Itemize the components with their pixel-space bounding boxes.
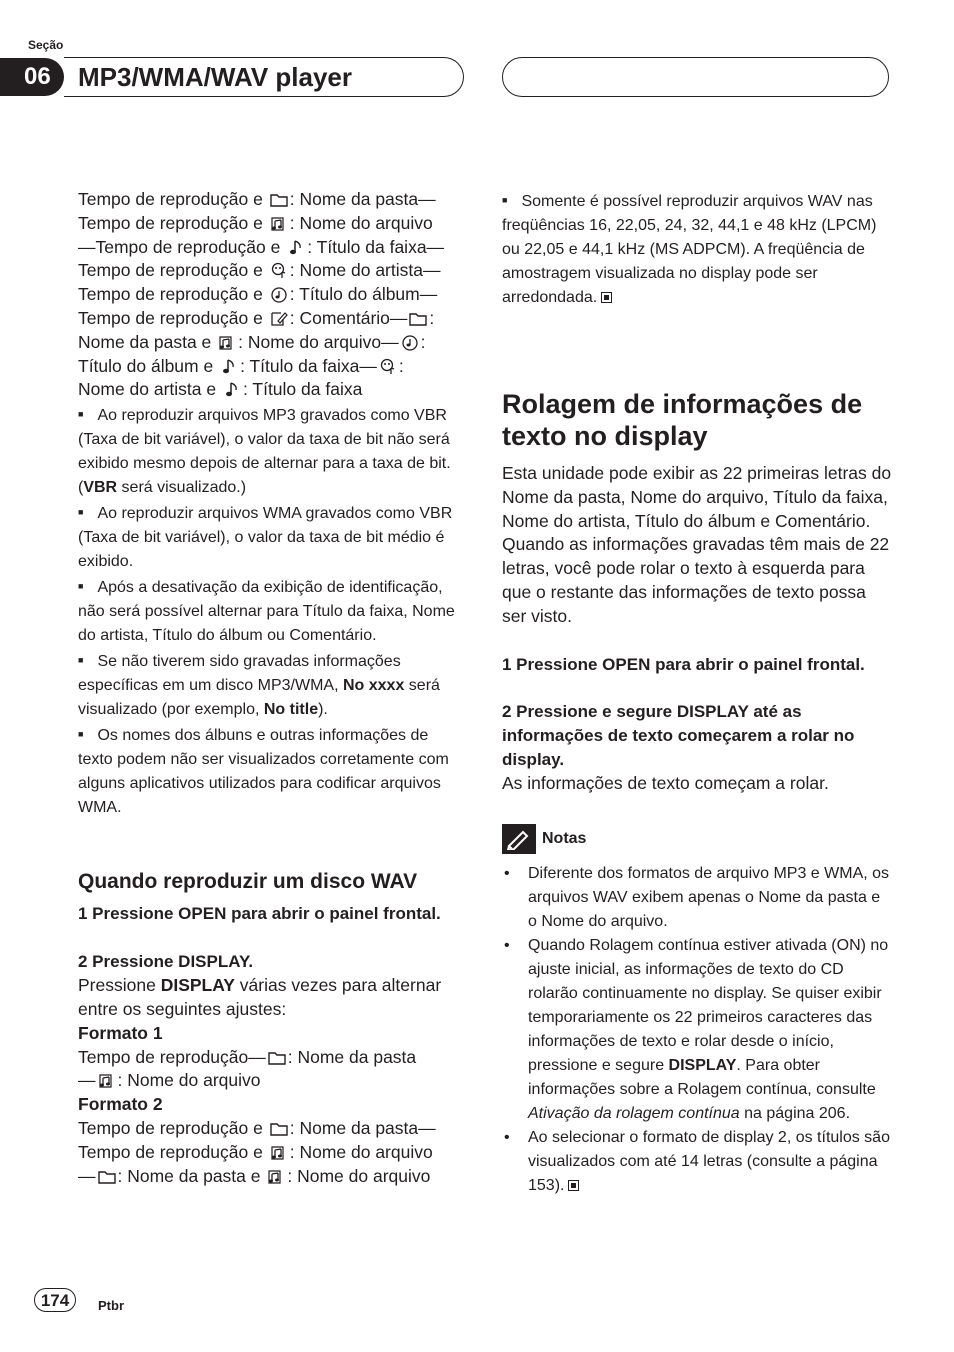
language-code: Ptbr <box>98 1298 124 1313</box>
music-note-icon <box>220 358 238 375</box>
scroll-step-2-result: As informações de texto começam a rolar. <box>502 772 829 793</box>
folder-icon <box>270 191 288 208</box>
scroll-step-1: 1 Pressione OPEN para abrir o painel frontal. <box>502 654 865 674</box>
folder-icon <box>98 1168 116 1185</box>
album-disc-icon <box>270 286 288 303</box>
wav-step-2-desc: Pressione DISPLAY várias vezes para alternar entre os seguintes ajustes: <box>78 975 442 1019</box>
format-2-line-2: Tempo de reprodução e : Nome do arquivo <box>78 1141 433 1162</box>
page-title: MP3/WMA/WAV player <box>78 62 353 92</box>
seq-line-7: Nome da pasta e : Nome do arquivo— : <box>78 331 426 352</box>
left-column <box>78 188 463 1188</box>
end-mark-icon <box>601 292 612 303</box>
section-heading: Rolagem de informações de texto no display <box>502 389 863 451</box>
note-item: • Diferente dos formatos de arquivo MP3 e WMA, os arquivos WAV exibem apenas o Nome da pasta e o Nome do arquivo. <box>502 862 892 934</box>
bullet-album-names: ■ Os nomes dos álbuns e outras informações de texto podem não ser visualizados corretamente com alguns aplicativos utilizados para codificar arquivos WMA. <box>78 722 463 820</box>
format-sequence <box>78 188 463 402</box>
wav-step-1: 1 Pressione OPEN para abrir o painel frontal. <box>78 904 441 924</box>
bullet-id-off: ■ Após a desativação da exibição de identificação, não será possível alternar para Título da faixa, Nome do artista, Título do álbum ou Comentário. <box>78 574 463 648</box>
seq-line-2: Tempo de reprodução e : Nome do arquivo <box>78 212 433 233</box>
seq-line-4: Tempo de reprodução e : Nome do artista— <box>78 260 441 281</box>
music-note-icon <box>287 239 305 256</box>
note-item: • Quando Rolagem contínua estiver ativada (ON) no ajuste inicial, as informações de texto do CD rolarão continuamente no display. Se quiser exibir temporariamente os 22 primeiros caracteres das informações de texto e rolar desde o início, pressione e segure DISPLAY. Para obter informações sobre a Rolagem contínua, consulte Ativação da rolagem contínua na página 206. <box>502 934 892 1126</box>
comment-pencil-icon <box>270 310 288 327</box>
end-mark-icon <box>568 1180 579 1191</box>
artist-icon <box>270 262 288 279</box>
seq-line-9: Nome do artista e : Título da faixa <box>78 379 363 400</box>
section-label: Seção <box>28 38 64 52</box>
notes-pencil-icon <box>502 824 536 854</box>
right-column <box>502 188 892 1198</box>
folder-icon <box>268 1049 286 1066</box>
music-file-icon <box>267 1168 285 1185</box>
format-2-label: Formato 2 <box>78 1094 163 1115</box>
folder-icon <box>409 310 427 327</box>
format-2-line-1: Tempo de reprodução e : Nome da pasta— <box>78 1117 436 1138</box>
music-file-icon <box>270 215 288 232</box>
page-number: 174 <box>34 1288 76 1312</box>
notes-label: Notas <box>542 829 587 847</box>
seq-line-3: —Tempo de reprodução e : Título da faixa— <box>78 236 445 257</box>
format-1-line-1: Tempo de reprodução— : Nome da pasta <box>78 1046 417 1067</box>
album-disc-icon <box>401 334 419 351</box>
wav-heading: Quando reproduzir um disco WAV <box>78 870 418 894</box>
seq-line-1: Tempo de reprodução e : Nome da pasta— <box>78 189 436 209</box>
format-1-line-2: — : Nome do arquivo <box>78 1070 261 1091</box>
bullet-no-info: ■ Se não tiverem sido gravadas informações específicas em um disco MP3/WMA, No xxxx será visualizado (por exemplo, No title). <box>78 648 463 722</box>
notes-header <box>502 824 892 854</box>
header-empty-frame <box>502 57 889 97</box>
bullet-vbr-wma: ■ Ao reproduzir arquivos WMA gravados como VBR (Taxa de bit variável), o valor da taxa de bit médio é exibido. <box>78 500 463 574</box>
artist-icon <box>379 358 397 375</box>
wav-frequency-note: ■ Somente é possível reproduzir arquivos WAV nas freqüências 16, 22,05, 24, 32, 44,1 e 48 kHz (LPCM) ou 22,05 e 44,1 kHz (MS ADPCM). A freqüência de amostragem visualizada no display pode ser arredondada. <box>502 188 892 310</box>
wav-step-2: 2 Pressione DISPLAY. <box>78 952 254 972</box>
seq-line-8: Título do álbum e : Título da faixa— : <box>78 355 404 376</box>
bullet-vbr-mp3: ■ Ao reproduzir arquivos MP3 gravados como VBR (Taxa de bit variável), o valor da taxa de bit não será exibido mesmo depois de alternar para a taxa de bit. (VBR será visualizado.) <box>78 402 463 500</box>
intro-paragraph: Esta unidade pode exibir as 22 primeiras letras do Nome da pasta, Nome do arquivo, Título da faixa, Nome do artista, Título do álbum e Comentário. Quando as informações gravadas têm mais de 22 letras, você pode rolar o texto à esquerda para que o restante das informações de texto possa ser visto. <box>502 463 892 626</box>
scroll-step-2: 2 Pressione e segure DISPLAY até as informações de texto começarem a rolar no display. <box>502 702 855 769</box>
format-2-line-3: — : Nome da pasta e : Nome do arquivo <box>78 1165 431 1186</box>
seq-line-6: Tempo de reprodução e : Comentário— : <box>78 307 435 328</box>
notes-list <box>502 862 892 1198</box>
music-note-icon <box>223 381 241 398</box>
note-item: • Ao selecionar o formato de display 2, os títulos são visualizados com até 14 letras (consulte a página 153). <box>502 1126 892 1198</box>
music-file-icon <box>270 1144 288 1161</box>
music-file-icon <box>98 1072 116 1089</box>
format-1-label: Formato 1 <box>78 1022 163 1043</box>
seq-line-5: Tempo de reprodução e : Título do álbum— <box>78 284 438 305</box>
folder-icon <box>270 1120 288 1137</box>
section-number: 06 <box>0 58 64 96</box>
music-file-icon <box>218 334 236 351</box>
